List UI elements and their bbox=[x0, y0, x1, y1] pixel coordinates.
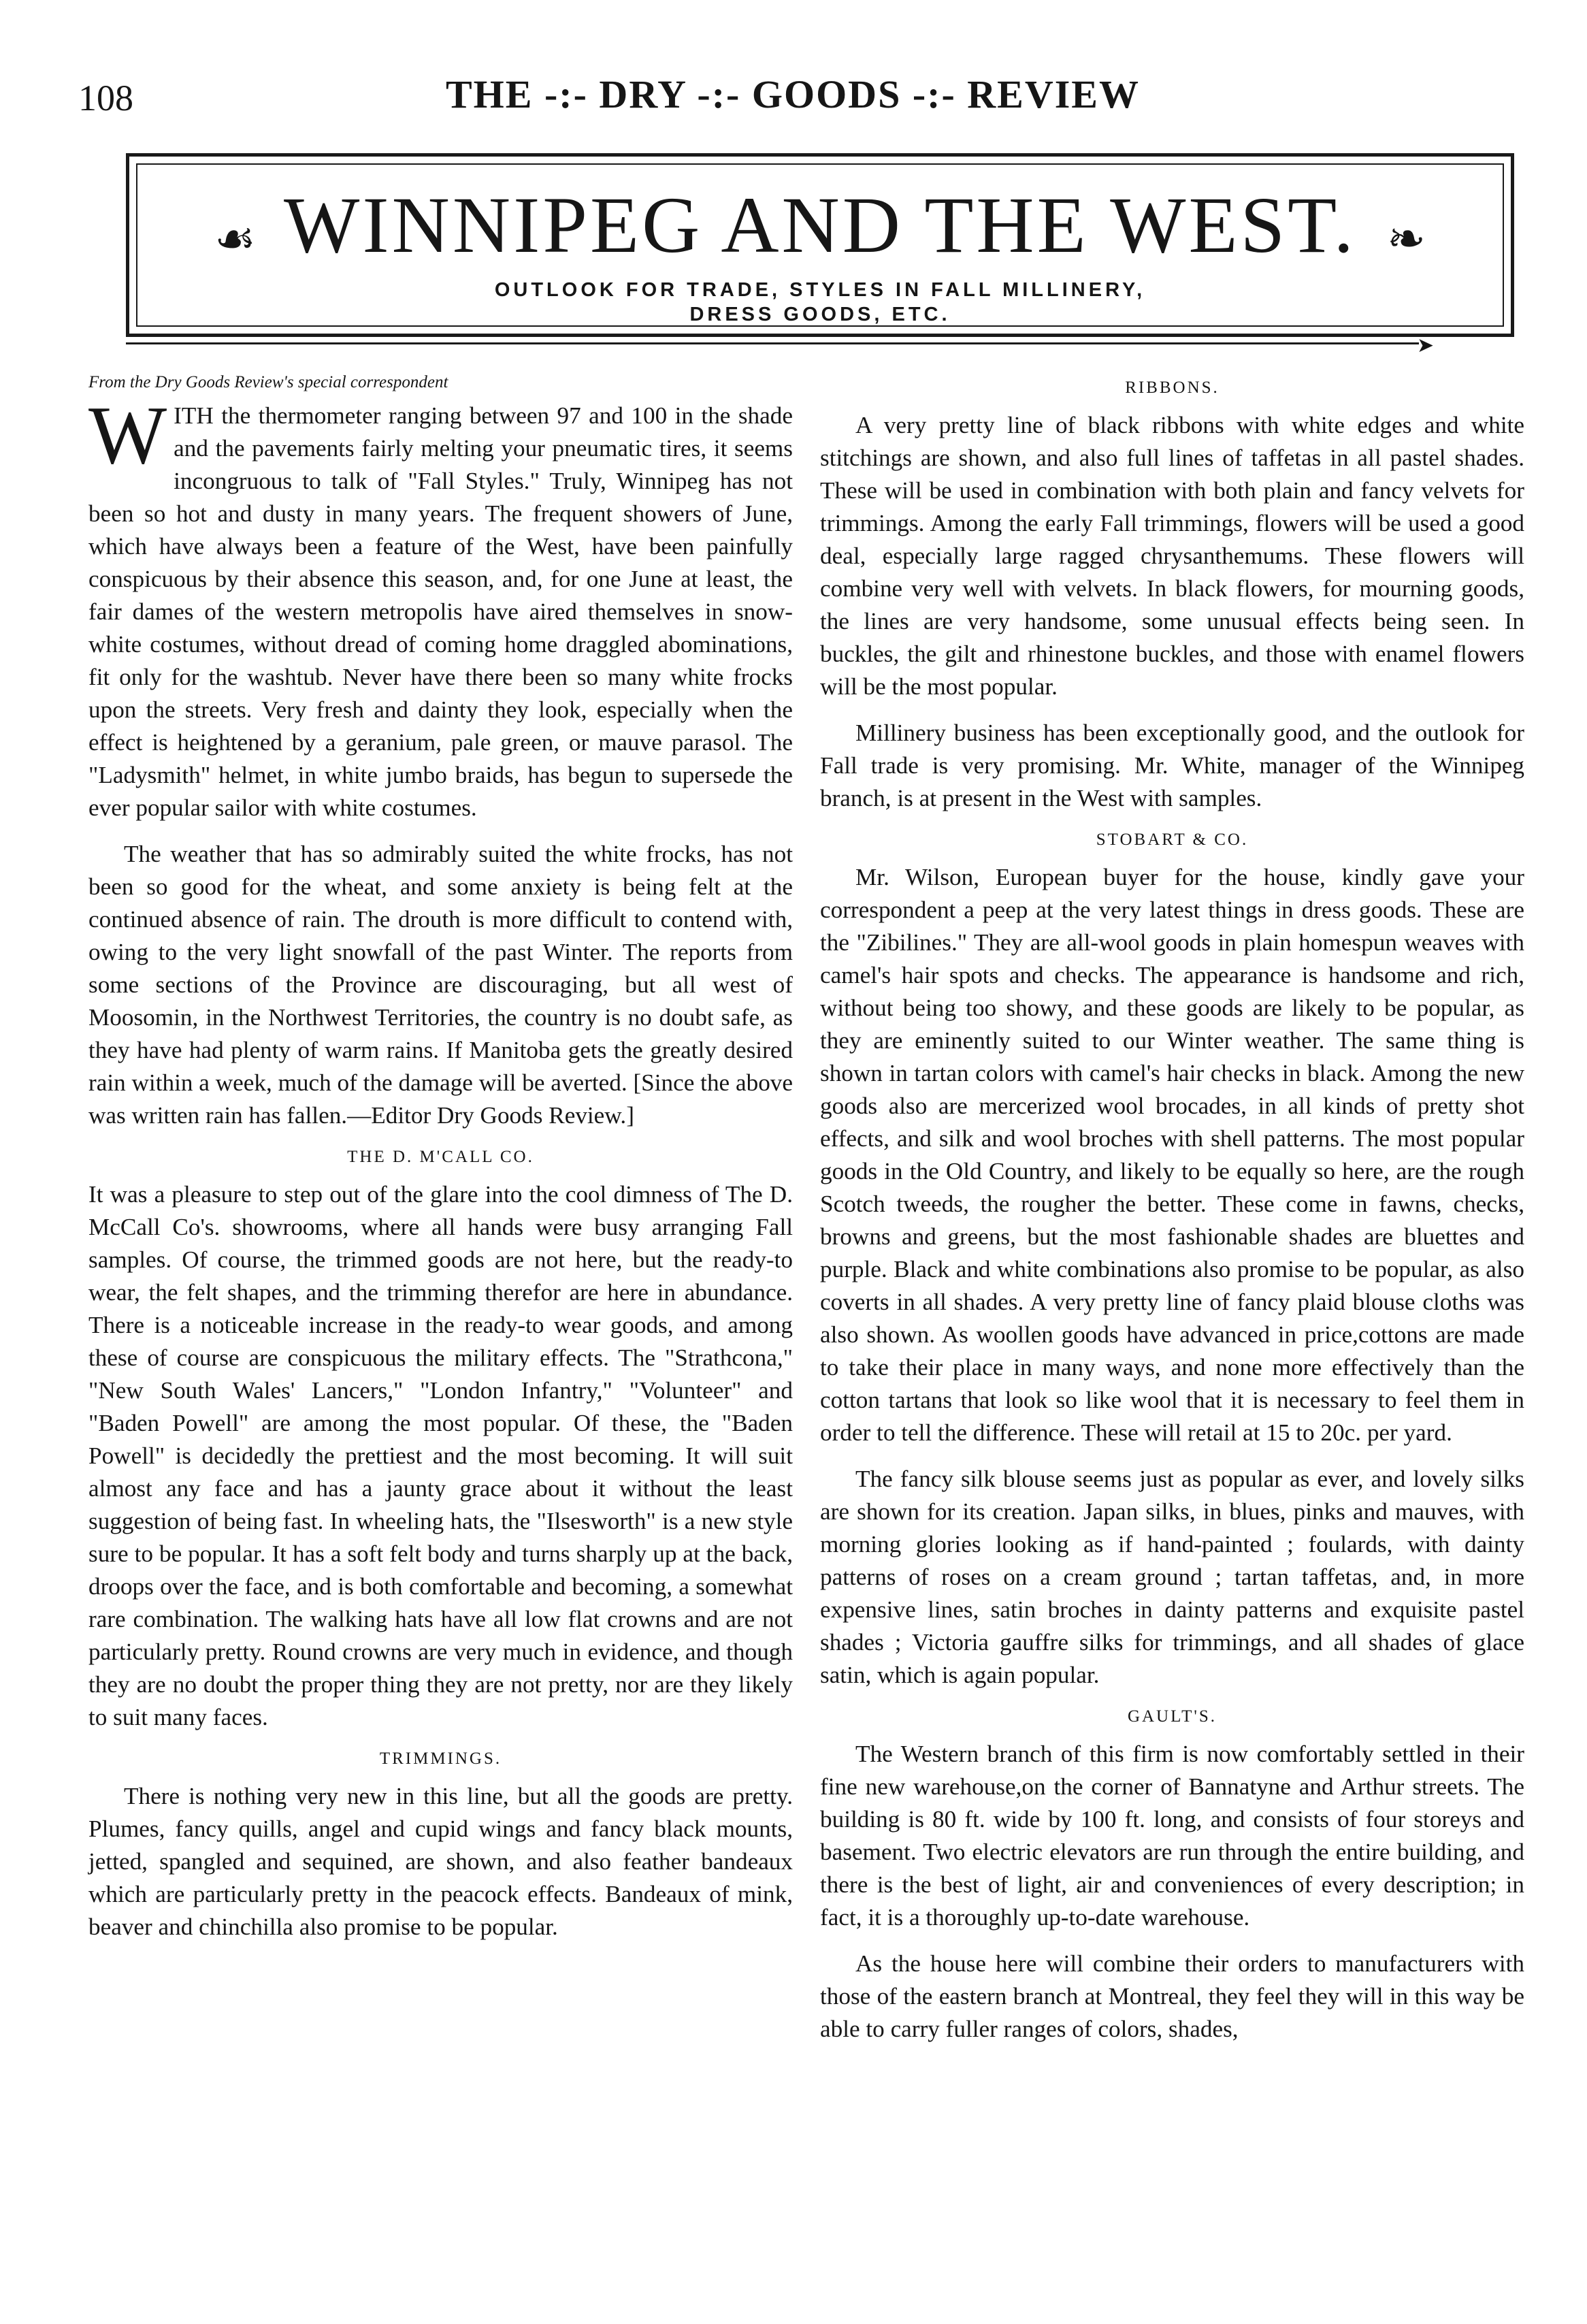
arrow-ornament-icon: ➤ bbox=[1417, 334, 1435, 357]
section-heading-stobart: STOBART & CO. bbox=[1096, 830, 1249, 849]
article-headline: WINNIPEG AND THE WEST. bbox=[284, 180, 1356, 270]
subtitle-line-1: OUTLOOK FOR TRADE, STYLES IN FALL MILLINERY, bbox=[494, 279, 1146, 301]
page-header bbox=[78, 71, 1507, 126]
section-heading-ribbons: RIBBONS. bbox=[1125, 378, 1220, 397]
running-title: THE -:- DRY -:- GOODS -:- REVIEW bbox=[446, 72, 1140, 116]
right-column bbox=[820, 371, 1524, 2059]
paragraph-wheat: The weather that has so admirably suited the white frocks, has not been so good for the wheat, and some anxiety is being felt at the continued absence of rain. The drouth is more difficult to contend with, owing to the very light snowfall of the past Winter. The reports from some sections of the Province are discouraging, but all west of Moosomin, in the Northwest Territories, the country is no doubt safe, as they have had plenty of warm rains. If Manitoba gets the greatly desired rain within a week, much of the damage will be averted. [Since the above was written rain has fallen.—Editor Dry Goods Review.] bbox=[88, 841, 793, 1129]
leaf-ornament-right-icon: ❧ bbox=[1387, 213, 1426, 265]
drop-cap: W bbox=[88, 389, 167, 481]
paragraph-silk-blouse: The fancy silk blouse seems just as popular as ever, and lovely silks are shown for its creation. Japan silks, in blues, pinks and mauves, with morning glories looking as if hand-painted ; foulards, with dainty patterns of roses on a cream ground ; tartan taffetas, and, in more expensive lines, satin broches in dainty patterns and exquisite pastel shades ; Victoria gauffre silks for trimmings, and all shades of glace satin, which is again popular. bbox=[820, 1466, 1524, 1688]
paragraph-millinery-business: Millinery business has been exceptionally good, and the outlook for Fall trade is very promising. Mr. White, manager of the Winnipeg branch, is at present in the West with samples. bbox=[820, 720, 1524, 811]
paragraph-gaults-orders: As the house here will combine their orders to manufacturers with those of the eastern branch at Montreal, they feel they will in this way be able to carry fuller ranges of colors, shades, bbox=[820, 1950, 1524, 2042]
article-title-box bbox=[126, 153, 1514, 337]
section-heading-gaults: GAULT'S. bbox=[1127, 1707, 1217, 1726]
article-subtitle bbox=[129, 278, 1511, 327]
left-column bbox=[88, 371, 793, 1957]
correspondent-credit: From the Dry Goods Review's special correspondent bbox=[88, 373, 448, 391]
page-number: 108 bbox=[78, 78, 133, 118]
paragraph-heat bbox=[88, 389, 793, 824]
leaf-ornament-left-icon: ☙ bbox=[214, 213, 256, 265]
paragraph-heat-text: ITH the thermometer ranging between 97 and 100 in the shade and the pavements fairly melting your pneumatic tires, it seems incongruous to talk of "Fall Styles." Truly, Winnipeg has not been so hot and dusty in many years. The frequent showers of June, which have always been a feature of the West, have been painfully conspicuous by their absence this season, and, for one June at least, the fair dames of the western metropolis have aired themselves in snow-white costumes, without dread of coming home draggled abominations, fit only for the washtub. Never have there been so many white frocks upon the streets. Very fresh and dainty they look, especially when the effect is heightened by a geranium, pale green, or mauve parasol. The "Ladysmith" helmet, in white jumbo braids, has begun to supersede the ever popular sailor with white costumes. bbox=[88, 402, 793, 821]
section-heading-trimmings: TRIMMINGS. bbox=[379, 1749, 502, 1768]
paragraph-ribbons: A very pretty line of black ribbons with white edges and white stitchings are shown, and also full lines of taffetas in all pastel shades. These will be used in combination with both plain and fancy velvets for trimmings. Among the early Fall trimmings, flowers will be used a good deal, especially large ragged chrysanthemums. These flowers will combine very well with velvets. In black flowers, for mourning goods, the lines are very handsome, some unusual effects being seen. In buckles, the gilt and rhinestone buckles, and those with enamel flowers will be the most popular. bbox=[820, 412, 1524, 700]
paragraph-gaults-warehouse: The Western branch of this firm is now comfortably settled in their fine new warehouse,on the corner of Bannatyne and Arthur streets. The building is 80 ft. wide by 100 ft. long, and consists of four storeys and basement. Two electric elevators are run through the entire building, and there is the best of light, air and conveniences of every description; in fact, it is a thoroughly up-to-date warehouse. bbox=[820, 1741, 1524, 1931]
title-underline-rule bbox=[126, 342, 1419, 344]
section-heading-mccall: THE D. M'CALL CO. bbox=[347, 1148, 534, 1166]
paragraph-mccall: It was a pleasure to step out of the glare into the cool dimness of The D. McCall Co's. showrooms, where all hands were busy arranging Fall samples. Of course, the trimmed goods are not here, but the ready-to wear, the felt shapes, and the trimming therefor are here in abundance. There is a noticeable increase in the ready-to wear goods, and among these of course are conspicuous the military effects. The "Strathcona," "New South Wales' Lancers," "London Infantry," "Volunteer" and "Baden Powell" are among the most popular. Of these, the "Baden Powell" is decidedly the prettiest and the most becoming. It will suit almost any face and has a jaunty grace about it without the least suggestion of being fast. In wheeling hats, the "Ilsesworth" is a new style sure to be popular. It has a soft felt body and turns sharply up at the back, droops over the face, and is both comfortable and becoming, a somewhat rare combination. The walking hats have all low flat crowns and are not particularly pretty. Round crowns are very much in evidence, and though they are no doubt the proper thing they are not pretty, nor are they likely to suit many faces. bbox=[88, 1181, 793, 1730]
subtitle-line-2: DRESS GOODS, ETC. bbox=[689, 304, 951, 326]
paragraph-stobart: Mr. Wilson, European buyer for the house, kindly gave your correspondent a peep at the very latest things in dress goods. These are the "Zibilines." They are all-wool goods in plain homespun weaves with camel's hair spots and checks. The appearance is handsome and rich, without being too showy, and these goods are likely to be popular, as they are eminently suited to our Winter weather. The same thing is shown in tartan colors with camel's hair checks in black. Among the new goods also are mercerized wool brocades, in all kinds of pretty shot effects, and silk and wool broches with shell patterns. The most popular goods in the Old Country, and likely to be equally so here, are the rough Scotch tweeds, the rougher the better. These come in fawns, checks, browns and greens, but the most fashionable shades are bluettes and purple. Black and white combinations also promise to be popular, as also coverts in all shades. A very pretty line of fancy plaid blouse cloths was also shown. As woollen goods have advanced in price,cottons are made to take their place in many ways, and none more effectively than the cotton tartans that look so like wool that it is necessary to feel them in order to tell the difference. These will retail at 15 to 20c. per yard. bbox=[820, 864, 1524, 1446]
paragraph-trimmings: There is nothing very new in this line, but all the goods are pretty. Plumes, fancy quills, angel and cupid wings and fancy black mounts, jetted, spangled and sequined, are shown, and also feather bandeaux which are particularly pretty in the peacock effects. Bandeaux of mink, beaver and chinchilla also promise to be popular. bbox=[88, 1783, 793, 1940]
